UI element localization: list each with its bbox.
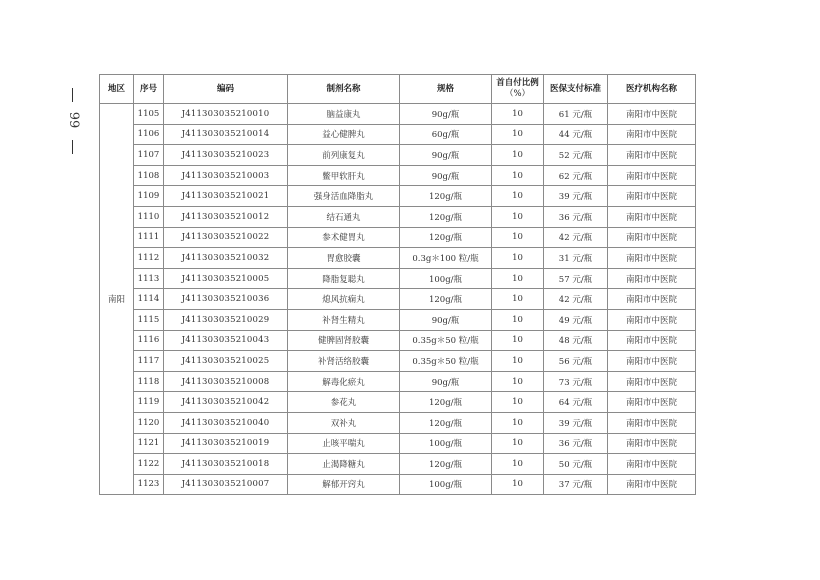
cell-name: 补肾生精丸: [288, 309, 400, 330]
cell-code: J411303035210021: [164, 186, 288, 207]
cell-price: 39 元/瓶: [544, 186, 608, 207]
cell-spec: 100g/瓶: [400, 268, 492, 289]
cell-seq: 1121: [134, 433, 164, 454]
cell-price: 44 元/瓶: [544, 124, 608, 145]
page-number-dash-bottom: [72, 140, 73, 154]
cell-region: 南阳: [100, 104, 134, 495]
cell-copay: 10: [492, 392, 544, 413]
cell-seq: 1109: [134, 186, 164, 207]
cell-copay: 10: [492, 104, 544, 125]
cell-price: 36 元/瓶: [544, 206, 608, 227]
cell-name: 止咳平喘丸: [288, 433, 400, 454]
cell-copay: 10: [492, 330, 544, 351]
cell-copay: 10: [492, 165, 544, 186]
cell-code: J411303035210012: [164, 206, 288, 227]
cell-institution: 南阳市中医院: [608, 392, 696, 413]
cell-spec: 90g/瓶: [400, 309, 492, 330]
header-code: 编码: [164, 75, 288, 104]
cell-institution: 南阳市中医院: [608, 124, 696, 145]
page-number-text: 99: [66, 111, 81, 129]
cell-copay: 10: [492, 289, 544, 310]
cell-seq: 1120: [134, 412, 164, 433]
cell-price: 56 元/瓶: [544, 351, 608, 372]
cell-institution: 南阳市中医院: [608, 351, 696, 372]
cell-code: J411303035210014: [164, 124, 288, 145]
cell-price: 36 元/瓶: [544, 433, 608, 454]
cell-seq: 1122: [134, 454, 164, 475]
cell-name: 止渴降糖丸: [288, 454, 400, 475]
cell-institution: 南阳市中医院: [608, 474, 696, 495]
page-number: [62, 88, 84, 158]
cell-code: J411303035210005: [164, 268, 288, 289]
cell-institution: 南阳市中医院: [608, 371, 696, 392]
cell-name: 降脂复聪丸: [288, 268, 400, 289]
cell-institution: 南阳市中医院: [608, 268, 696, 289]
cell-name: 结石通丸: [288, 206, 400, 227]
cell-name: 补肾活络胶囊: [288, 351, 400, 372]
cell-price: 61 元/瓶: [544, 104, 608, 125]
cell-price: 42 元/瓶: [544, 227, 608, 248]
cell-spec: 90g/瓶: [400, 165, 492, 186]
cell-spec: 120g/瓶: [400, 186, 492, 207]
cell-institution: 南阳市中医院: [608, 454, 696, 475]
cell-spec: 0.3g＊100 粒/瓶: [400, 248, 492, 269]
cell-seq: 1110: [134, 206, 164, 227]
table-row: [100, 392, 696, 413]
table-row: [100, 474, 696, 495]
cell-name: 参术健胃丸: [288, 227, 400, 248]
header-seq: 序号: [134, 75, 164, 104]
cell-copay: 10: [492, 351, 544, 372]
cell-price: 48 元/瓶: [544, 330, 608, 351]
cell-institution: 南阳市中医院: [608, 145, 696, 166]
cell-copay: 10: [492, 268, 544, 289]
cell-code: J411303035210023: [164, 145, 288, 166]
cell-spec: 120g/瓶: [400, 412, 492, 433]
cell-copay: 10: [492, 454, 544, 475]
cell-institution: 南阳市中医院: [608, 330, 696, 351]
cell-name: 解郁开窍丸: [288, 474, 400, 495]
table-row: [100, 248, 696, 269]
header-spec: 规格: [400, 75, 492, 104]
table-row: [100, 165, 696, 186]
cell-code: J411303035210029: [164, 309, 288, 330]
cell-institution: 南阳市中医院: [608, 104, 696, 125]
cell-name: 强身活血降脂丸: [288, 186, 400, 207]
cell-spec: 120g/瓶: [400, 454, 492, 475]
table-row: [100, 145, 696, 166]
cell-spec: 90g/瓶: [400, 104, 492, 125]
cell-institution: 南阳市中医院: [608, 412, 696, 433]
cell-price: 52 元/瓶: [544, 145, 608, 166]
cell-seq: 1116: [134, 330, 164, 351]
cell-copay: 10: [492, 371, 544, 392]
cell-institution: 南阳市中医院: [608, 248, 696, 269]
table-row: [100, 227, 696, 248]
table-body: [100, 104, 696, 495]
table-row: [100, 330, 696, 351]
table-row: [100, 124, 696, 145]
cell-seq: 1111: [134, 227, 164, 248]
cell-code: J411303035210019: [164, 433, 288, 454]
cell-spec: 120g/瓶: [400, 392, 492, 413]
table-row: [100, 412, 696, 433]
cell-seq: 1114: [134, 289, 164, 310]
cell-price: 73 元/瓶: [544, 371, 608, 392]
cell-institution: 南阳市中医院: [608, 227, 696, 248]
cell-name: 鳖甲软肝丸: [288, 165, 400, 186]
table-row: [100, 371, 696, 392]
cell-seq: 1117: [134, 351, 164, 372]
cell-copay: 10: [492, 433, 544, 454]
cell-code: J411303035210008: [164, 371, 288, 392]
table-row: [100, 206, 696, 227]
cell-code: J411303035210022: [164, 227, 288, 248]
cell-spec: 120g/瓶: [400, 289, 492, 310]
cell-price: 37 元/瓶: [544, 474, 608, 495]
cell-seq: 1112: [134, 248, 164, 269]
cell-name: 参花丸: [288, 392, 400, 413]
header-copay: [492, 75, 544, 104]
cell-price: 62 元/瓶: [544, 165, 608, 186]
cell-code: J411303035210007: [164, 474, 288, 495]
cell-copay: 10: [492, 124, 544, 145]
cell-institution: 南阳市中医院: [608, 206, 696, 227]
cell-price: 57 元/瓶: [544, 268, 608, 289]
cell-name: 双补丸: [288, 412, 400, 433]
cell-spec: 0.35g＊50 粒/瓶: [400, 351, 492, 372]
cell-copay: 10: [492, 206, 544, 227]
cell-price: 50 元/瓶: [544, 454, 608, 475]
cell-seq: 1105: [134, 104, 164, 125]
cell-code: J411303035210010: [164, 104, 288, 125]
cell-name: 前列康复丸: [288, 145, 400, 166]
cell-copay: 10: [492, 227, 544, 248]
header-copay-line2: （%）: [504, 89, 531, 99]
cell-spec: 120g/瓶: [400, 227, 492, 248]
table-row: [100, 289, 696, 310]
cell-seq: 1119: [134, 392, 164, 413]
cell-institution: 南阳市中医院: [608, 186, 696, 207]
cell-copay: 10: [492, 145, 544, 166]
table-row: [100, 268, 696, 289]
cell-institution: 南阳市中医院: [608, 433, 696, 454]
cell-price: 64 元/瓶: [544, 392, 608, 413]
cell-name: 熄风抗痫丸: [288, 289, 400, 310]
cell-copay: 10: [492, 186, 544, 207]
table-row: [100, 104, 696, 125]
cell-copay: 10: [492, 248, 544, 269]
cell-name: 健脾固肾胶囊: [288, 330, 400, 351]
cell-code: J411303035210043: [164, 330, 288, 351]
cell-institution: 南阳市中医院: [608, 165, 696, 186]
cell-seq: 1108: [134, 165, 164, 186]
header-copay-line1: 首自付比例: [496, 78, 539, 88]
cell-copay: 10: [492, 309, 544, 330]
drug-table: [99, 74, 696, 495]
cell-spec: 60g/瓶: [400, 124, 492, 145]
cell-seq: 1118: [134, 371, 164, 392]
cell-copay: 10: [492, 412, 544, 433]
header-name: 制剂名称: [288, 75, 400, 104]
table-row: [100, 454, 696, 475]
cell-spec: 100g/瓶: [400, 433, 492, 454]
cell-seq: 1113: [134, 268, 164, 289]
header-region: 地区: [100, 75, 134, 104]
table-row: [100, 433, 696, 454]
cell-name: 脑益康丸: [288, 104, 400, 125]
cell-spec: 100g/瓶: [400, 474, 492, 495]
cell-price: 42 元/瓶: [544, 289, 608, 310]
header-price: 医保支付标准: [544, 75, 608, 104]
cell-code: J411303035210018: [164, 454, 288, 475]
cell-institution: 南阳市中医院: [608, 309, 696, 330]
cell-institution: 南阳市中医院: [608, 289, 696, 310]
cell-name: 胃愈胶囊: [288, 248, 400, 269]
table-row: [100, 351, 696, 372]
cell-code: J411303035210042: [164, 392, 288, 413]
cell-copay: 10: [492, 474, 544, 495]
header-institution: 医疗机构名称: [608, 75, 696, 104]
cell-name: 益心健脾丸: [288, 124, 400, 145]
cell-spec: 0.35g＊50 粒/瓶: [400, 330, 492, 351]
cell-code: J411303035210036: [164, 289, 288, 310]
cell-spec: 120g/瓶: [400, 206, 492, 227]
cell-code: J411303035210032: [164, 248, 288, 269]
cell-seq: 1123: [134, 474, 164, 495]
cell-code: J411303035210025: [164, 351, 288, 372]
table-header-row: [100, 75, 696, 104]
table-row: [100, 186, 696, 207]
cell-seq: 1106: [134, 124, 164, 145]
cell-spec: 90g/瓶: [400, 371, 492, 392]
cell-seq: 1115: [134, 309, 164, 330]
cell-price: 49 元/瓶: [544, 309, 608, 330]
cell-spec: 90g/瓶: [400, 145, 492, 166]
cell-price: 31 元/瓶: [544, 248, 608, 269]
cell-price: 39 元/瓶: [544, 412, 608, 433]
cell-seq: 1107: [134, 145, 164, 166]
cell-code: J411303035210040: [164, 412, 288, 433]
cell-code: J411303035210003: [164, 165, 288, 186]
cell-name: 解毒化瘀丸: [288, 371, 400, 392]
table-row: [100, 309, 696, 330]
page-number-dash-top: [72, 88, 73, 102]
